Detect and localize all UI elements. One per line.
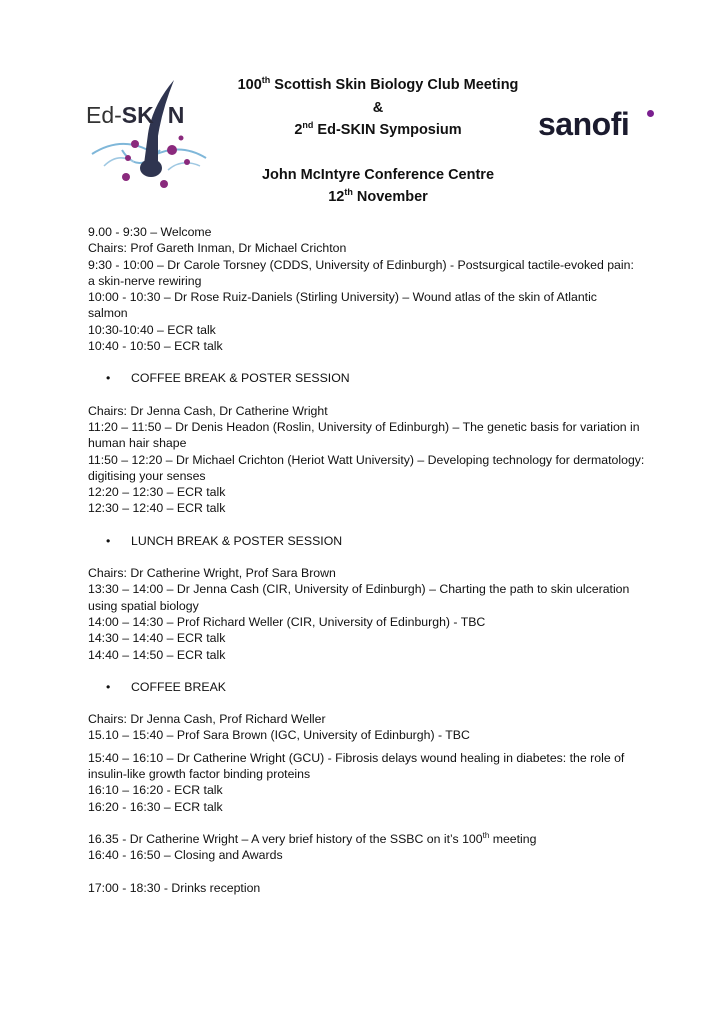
schedule-line: Chairs: Dr Jenna Cash, Prof Richard Weller	[88, 712, 326, 727]
schedule-line: 9.00 - 9:30 – Welcome	[88, 225, 212, 239]
schedule-line: 10:30-10:40 – ECR talk	[88, 322, 216, 337]
schedule-line: 10:00 - 10:30 – Dr Rose Ruiz-Daniels (Stirling University) – Wound atlas of the skin of Atlantic	[88, 290, 597, 305]
schedule-line: 16:10 – 16:20 - ECR talk	[88, 783, 223, 798]
schedule-line: insulin-like growth factor binding proteins	[88, 767, 311, 782]
programme	[88, 224, 668, 896]
schedule-line: Chairs: Dr Catherine Wright, Prof Sara Brown	[88, 566, 336, 581]
closing-awards: 16:40 - 16:50 – Closing and Awards	[88, 848, 283, 863]
break-coffee: • COFFEE BREAK	[88, 679, 668, 695]
session-1	[88, 224, 668, 354]
ed-skin-wordmark: Ed-SK N	[86, 102, 185, 128]
drinks-reception: 17:00 - 18:30 - Drinks reception	[88, 880, 261, 895]
schedule-line: 14:00 – 14:30 – Prof Richard Weller (CIR, University of Edinburgh) - TBC	[88, 614, 486, 629]
schedule-line: 11:50 – 12:20 – Dr Michael Crichton (Heriot Watt University) – Developing technology for dermatology:	[88, 452, 645, 467]
schedule-line: 12:30 – 12:40 – ECR talk	[88, 501, 226, 516]
schedule-line: digitising your senses	[88, 468, 206, 483]
ampersand: &	[372, 99, 384, 116]
schedule-line: 10:40 - 10:50 – ECR talk	[88, 339, 223, 354]
schedule-line: 15:40 – 16:10 – Dr Catherine Wright (GCU) - Fibrosis delays wound healing in diabetes: the role of	[88, 750, 625, 765]
break-coffee-poster: • COFFEE BREAK & POSTER SESSION	[88, 370, 668, 386]
session-2	[88, 403, 668, 517]
break-lunch-poster: • LUNCH BREAK & POSTER SESSION	[88, 533, 668, 549]
schedule-line: 14:40 – 14:50 – ECR talk	[88, 647, 226, 662]
schedule-line: 9:30 - 10:00 – Dr Carole Torsney (CDDS, University of Edinburgh) - Postsurgical tactile-evoked pain:	[88, 257, 634, 272]
history-talk: 16.35 - Dr Catherine Wright – A very brief history of the SSBC on it’s 100th meeting	[88, 830, 537, 846]
schedule-line: a skin-nerve rewiring	[88, 273, 202, 288]
schedule-line: Chairs: Dr Jenna Cash, Dr Catherine Wright	[88, 403, 328, 418]
sanofi-logo: sanofi	[538, 106, 629, 143]
symposium-title: 2nd Ed-SKIN Symposium	[294, 120, 462, 138]
schedule-line: 13:30 – 14:00 – Dr Jenna Cash (CIR, University of Edinburgh) – Charting the path to skin ulceration	[88, 582, 630, 597]
sanofi-dot	[647, 110, 654, 117]
schedule-line: 11:20 – 11:50 – Dr Denis Headon (Roslin, University of Edinburgh) – The genetic basis for variation in	[88, 419, 640, 434]
session-4	[88, 711, 668, 815]
page-header	[0, 0, 724, 215]
schedule-line: 15.10 – 15:40 – Prof Sara Brown (IGC, University of Edinburgh) - TBC	[88, 728, 470, 743]
schedule-line: 16:20 - 16:30 – ECR talk	[88, 799, 223, 814]
event-date: 12th November	[328, 187, 428, 205]
schedule-line: human hair shape	[88, 436, 187, 451]
venue: John McIntyre Conference Centre	[261, 166, 495, 183]
schedule-line: using spatial biology	[88, 598, 199, 613]
schedule-line: salmon	[88, 306, 128, 321]
schedule-line: 14:30 – 14:40 – ECR talk	[88, 631, 226, 646]
schedule-line: 12:20 – 12:30 – ECR talk	[88, 485, 226, 500]
schedule-line: Chairs: Prof Gareth Inman, Dr Michael Crichton	[88, 241, 347, 256]
meeting-title: 100th Scottish Skin Biology Club Meeting	[237, 75, 519, 93]
session-3	[88, 565, 668, 663]
event-title	[178, 74, 578, 209]
